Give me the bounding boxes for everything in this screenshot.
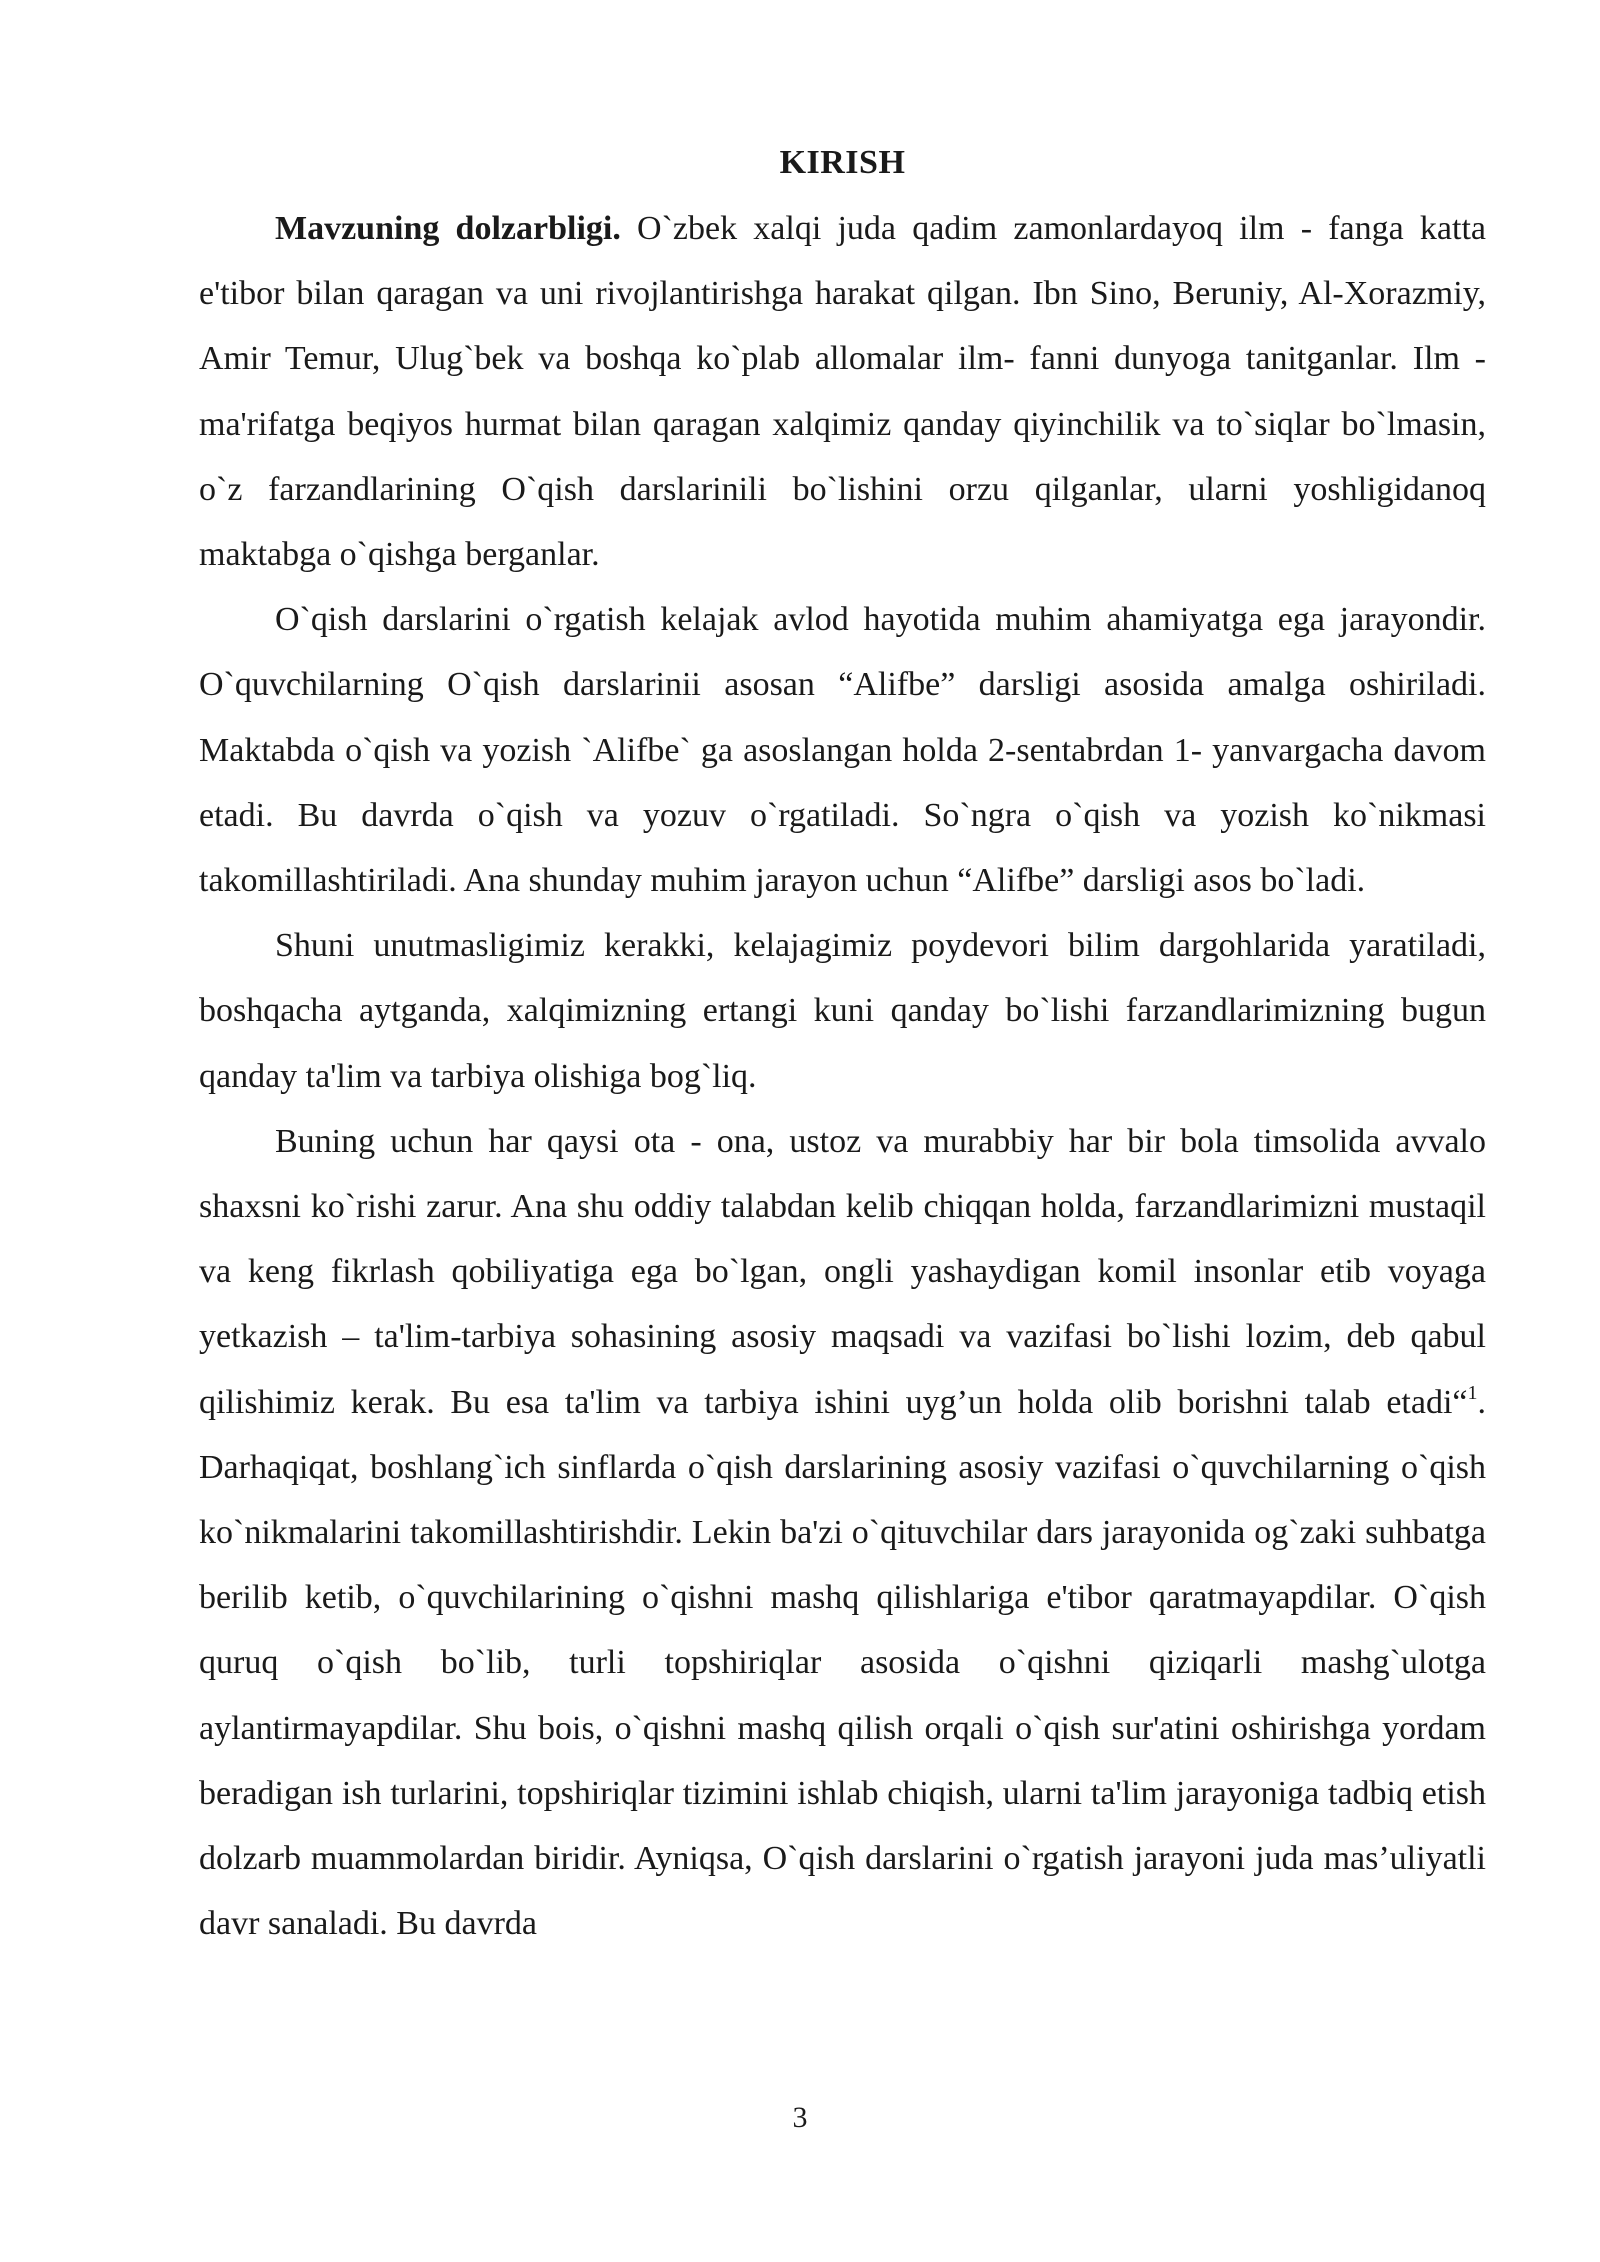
paragraph-alifbe: O`qish darslarini o`rgatish kelajak avlod hayotida muhim ahamiyatga ega jarayondir. O`quvchilarning O`qish darslarinii asosan “Alifbe” darsligi asosida amalga oshiriladi. Maktabda o`qish va yozish `Alifbe` ga asoslangan holda 2-sentabrdan 1- yanvargacha davom etadi. Bu davrda o`qish va yozuv o`rgatiladi. So`ngra o`qish va yozish ko`nikmasi takomillashtiriladi. Ana shunday muhim jarayon uchun “Alifbe” darsligi asos bo`ladi. (199, 601, 1486, 900)
paragraph-text-before-footnote: Buning uchun har qaysi ota - ona, ustoz va murabbiy har bir bola timsolida avvalo shaxsni ko`rishi zarur. Ana shu oddiy talabdan kelib chiqqan holda, farzandlarimizni mustaqil va keng fikrlash qobiliyatiga ega bo`lgan, ongli yashaydigan komil insonlar etib voyaga yetkazish – ta'lim-tarbiya sohasining asosiy maqsadi va vazifasi bo`lishi lozim, deb qabul qilishimiz kerak. Bu esa ta'lim va tarbiya ishini uyg’un holda olib borishni talab etadi“ (199, 1122, 1486, 1421)
page-number: 3 (792, 2101, 808, 2134)
section-title: KIRISH (779, 144, 906, 181)
paragraph-text-after-footnote: . Darhaqiqat, boshlang`ich sinflarda o`qish darslarining asosiy vazifasi o`quvchilarning o`qish ko`nikmalarini takomillashtirishdir. Lekin ba'zi o`qituvchilar dars jarayonida og`zaki suhbatga berilib ketib, o`quvchilarining o`qishni mashq qilishlariga e'tibor qaratmayapdilar. O`qish quruq o`qish bo`lib, turli topshiriqlar asosida o`qishni qiziqarli mashg`ulotga aylantirmayapdilar. Shu bois, o`qishni mashq qilish orqali o`qish sur'atini oshirishga yordam beradigan ish turlarini, topshiriqlar tizimini ishlab chiqish, ularni ta'lim jarayoniga tadbiq etish dolzarb muammolardan biridir. Ayniqsa, O`qish darslarini o`rgatish jarayoni juda mas’uliyatli davr sanaladi. Bu davrda (199, 1383, 1486, 1943)
document-page (199, 130, 1486, 1956)
paragraph-relevance (199, 196, 1486, 587)
paragraph-text: O`zbek xalqi juda qadim zamonlardayoq ilm - fanga katta e'tibor bilan qaragan va uni rivojlantirishga harakat qilgan. Ibn Sino, Beruniy, Al-Xorazmiy, Amir Temur, Ulug`bek va boshqa ko`plab allomalar ilm- fanni dunyoga tanitganlar. Ilm - ma'rifatga beqiyos hurmat bilan qaragan xalqimiz qanday qiyinchilik va to`siqlar bo`lmasin, o`z farzandlarining O`qish darslarinili bo`lishini orzu qilganlar, ularni yoshligidanoq maktabga o`qishga berganlar. (199, 210, 1486, 574)
paragraph-foundation: Shuni unutmasligimiz kerakki, kelajagimiz poydevori bilim dargohlarida yaratiladi, boshqacha aytganda, xalqimizning ertangi kuni qanday bo`lishi farzandlarimizning bugun qanday ta'lim va tarbiya olishiga bog`liq. (199, 927, 1486, 1095)
paragraph-upbringing (199, 1109, 1486, 1957)
footnote-reference[interactable]: 1 (1467, 1381, 1478, 1404)
paragraph-lead-heading: Mavzuning dolzarbligi. (275, 210, 621, 247)
